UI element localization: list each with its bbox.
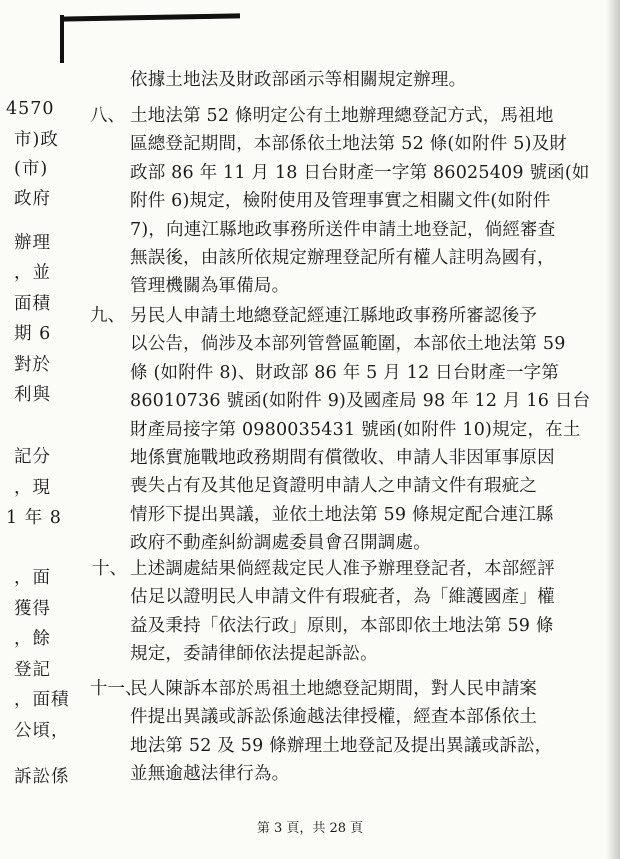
paragraph-line: 管理機關為軍備局。 bbox=[130, 276, 290, 297]
paragraph-line: 件提出異議或訴訟係逾越法律授權，經查本部係依土 bbox=[130, 707, 538, 728]
left-margin-fragment: ，面 bbox=[14, 568, 51, 588]
left-margin-fragment: 面積 bbox=[14, 294, 51, 314]
page-footer: 第 3 頁，共 28 頁 bbox=[256, 821, 364, 836]
left-margin-fragment: 記分 bbox=[14, 447, 51, 467]
paragraph-number: 十、 bbox=[92, 559, 127, 579]
left-margin-fragment: ，餘 bbox=[14, 629, 51, 649]
left-margin-fragment: ，現 bbox=[14, 478, 51, 498]
paragraph-line: 土地法第 52 條明定公有土地辦理總登記方式，馬祖地 bbox=[130, 106, 554, 126]
paragraph-line: 附件 6)規定，檢附使用及管理事實之相關文件(如附件 bbox=[130, 191, 551, 212]
paragraph-line: 民人陳訴本部於馬祖土地總登記期間，對人民申請案 bbox=[130, 679, 538, 699]
paragraph-line: 上述調處結果倘經裁定民人准予辦理登記者，本部經評 bbox=[130, 559, 555, 579]
left-margin-fragment: 市)政 bbox=[14, 130, 59, 150]
left-margin-fragment: 1 年 8 bbox=[6, 508, 62, 528]
paragraph-line: 依據土地法及財政部函示等相關規定辦理。 bbox=[130, 70, 467, 90]
paragraph-line: 以公告，倘涉及本部列管營區範圍，本部依土地法第 59 bbox=[130, 334, 566, 355]
left-margin-fragment: 4570 bbox=[6, 99, 55, 119]
left-margin-fragment: 訴訟係 bbox=[14, 767, 70, 787]
paragraph-line: 政府不動產糾紛調處委員會召開調處。 bbox=[130, 533, 431, 554]
paragraph-line: 7)，向連江縣地政事務所送件申請土地登記，倘經審查 bbox=[130, 219, 556, 240]
paragraph-number: 十一、 bbox=[90, 679, 143, 699]
paragraph-number: 八、 bbox=[90, 106, 125, 126]
paragraph-line: 喪失占有及其他足資證明申請人之申請文件有瑕疵之 bbox=[130, 476, 538, 497]
paragraph-number: 九、 bbox=[90, 306, 125, 326]
left-margin-fragment: 登記 bbox=[14, 660, 51, 680]
left-margin-fragment: 獲得 bbox=[14, 599, 51, 619]
left-margin-fragment: 期 6 bbox=[14, 324, 52, 344]
paragraph-line: 規定，委請律師依法提起訴訟。 bbox=[130, 644, 378, 665]
paragraph-line: 地法第 52 及 59 條辦理土地登記及提出異議或訴訟， bbox=[130, 735, 553, 756]
scan-mark-left bbox=[60, 15, 64, 63]
paragraph-line: 並無逾越法律行為。 bbox=[130, 764, 290, 785]
paragraph-line: 條 (如附件 8)、財政部 86 年 5 月 12 日台財產一字第 bbox=[130, 362, 560, 383]
paragraph-line: 估足以證明民人申請文件有瑕疵者，為「維護國產」權 bbox=[130, 587, 555, 608]
left-margin-fragment: ，面積 bbox=[14, 690, 70, 710]
paragraph-line: 區總登記期間，本部係依土地法第 52 條(如附件 5)及財 bbox=[130, 134, 568, 155]
paragraph-line: 財產局接字第 0980035431 號函(如附件 10)規定，在土 bbox=[130, 419, 581, 440]
paragraph-line: 86010736 號函(如附件 9)及國產局 98 年 12 月 16 日台 bbox=[130, 391, 591, 412]
paragraph-line: 政部 86 年 11 月 18 日台財產一字第 86025409 號函(如 bbox=[130, 162, 590, 183]
left-margin-fragment: 利與 bbox=[14, 385, 51, 405]
left-margin-fragment: ，並 bbox=[14, 263, 51, 283]
left-margin-fragment: 對於 bbox=[14, 355, 51, 375]
paragraph-line: 益及秉持「依法行政」原則，本部即依土地法第 59 條 bbox=[130, 615, 554, 636]
paragraph-line: 情形下提出異議，並依土地法第 59 條規定配合連江縣 bbox=[130, 504, 554, 525]
left-margin-fragment: 公頃， bbox=[14, 721, 70, 741]
page-edge-shadow bbox=[606, 0, 620, 859]
left-margin-fragment: 辦理 bbox=[14, 233, 51, 253]
paragraph-line: 地係實施戰地政務期間有償徵收、申請人非因軍事原因 bbox=[130, 448, 555, 468]
paragraph-line: 另民人申請土地總登記經連江縣地政事務所審認後予 bbox=[130, 306, 538, 326]
scan-mark-top-left bbox=[60, 13, 240, 21]
left-margin-fragment: (市) bbox=[14, 159, 49, 179]
left-margin-fragment: 政府 bbox=[14, 189, 51, 209]
paragraph-line: 無誤後，由該所依規定辦理登記所有權人註明為國有， bbox=[130, 248, 555, 268]
